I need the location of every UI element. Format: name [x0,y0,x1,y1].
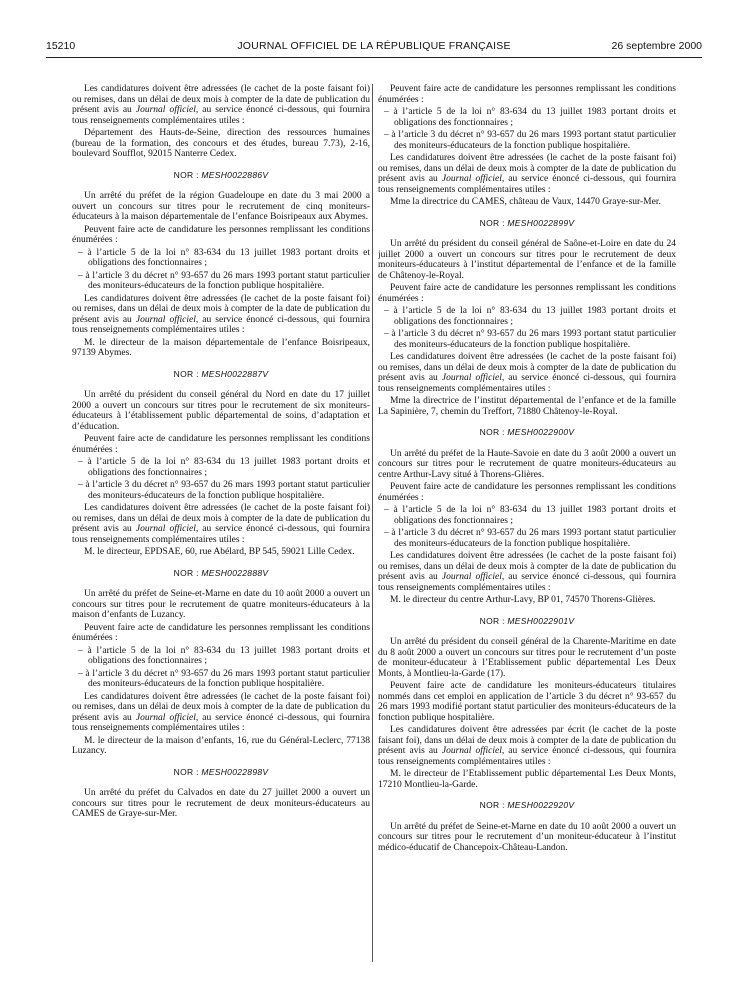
nor-reference: NOR : MESH0022887V [173,368,269,379]
arrete-paragraph: Un arrêté du président du conseil général du Nord en date du 17 juillet 2000 a ouvert un concours sur titres pour le recrutement de six moniteurs-éducateurs à l’établissement public départemental de soins, d’adaptation et d’éducation. [72,390,370,432]
nor-reference: NOR : MESH0022888V [173,567,269,578]
intro-service: Département des Hauts-de-Seine, direction des ressources humaines (bureau de la formation, des concours et des études, bureau 7.73), 2-16, boulevard Soufflot, 92015 Nanterre Cedex. [72,128,370,159]
service-address: M. le directeur, EPDSAE, 60, rue Abélard, BP 545, 59021 Lille Cedex. [84,547,355,557]
page-header [46,38,702,56]
condition-item: – à l’article 3 du décret n° 93-657 du 26 mars 1993 portant statut particulier des moniteurs-éducateurs de la fonction publique hospitalière. [384,329,676,350]
service-address: Mme la directrice du CAMES, château de Vaux, 14470 Graye-sur-Mer. [390,197,661,207]
candidature-paragraph: Peuvent faire acte de candidature les personnes remplissant les conditions énumérées : [72,622,370,643]
condition-item: – à l’article 5 de la loi n° 83-634 du 13 juillet 1983 portant droits et obligations des fonctionnaires ; [78,645,370,666]
arrete-paragraph: Un arrêté du préfet de la Haute-Savoie en date du 3 août 2000 a ouvert un concours sur titres pour le recrutement de quatre moniteurs-éducateurs au centre Arthur-Lavy situé à Thorens-Glières. [378,448,676,480]
address-paragraph: Les candidatures doivent être adressées (le cachet de la poste faisant foi) ou remises, dans un délai de deux mois à compter de la date de publication du présent avis au Journal officiel, au service énoncé ci-dessous, qui fournira tous renseignements complémentaires utiles : [378,551,676,593]
nor-reference: NOR : MESH0022898V [173,766,269,777]
address-paragraph: Les candidatures doivent être adressées (le cachet de la poste faisant foi) ou remises, dans un délai de deux mois à compter de la date de publication du présent avis au Journal officiel, au service énoncé ci-dessous, qui fournira tous renseignements complémentaires utiles : [72,691,370,733]
condition-item: – à l’article 5 de la loi n° 83-634 du 13 juillet 1983 portant droits et obligations des fonctionnaires ; [384,505,676,526]
nor-reference: NOR : MESH0022886V [173,169,269,180]
condition-item: – à l’article 3 du décret n° 93-657 du 26 mars 1993 portant statut particulier des moniteurs-éducateurs de la fonction publique hospitalière. [384,528,676,549]
nor-reference: NOR : MESH0022920V [479,800,575,810]
nor-reference: NOR : MESH0022901V [479,615,575,626]
address-paragraph: Les candidatures doivent être adressées (le cachet de la poste faisant foi) ou remises, dans un délai de deux mois à compter de la date de publication du présent avis au Journal officiel, au service énoncé ci-dessous, qui fournira tous renseignements complémentaires utiles : [378,153,676,195]
service-address: M. le directeur de la maison d’enfants, 16, rue du Général-Leclerc, 77138 Luzancy. [72,735,370,756]
nor-reference: NOR : MESH0022900V [479,427,575,437]
nor-reference: NOR : MESH0022899V [479,217,575,228]
header-rule [46,57,702,58]
address-paragraph: Les candidatures doivent être adressées (le cachet de la poste faisant foi) ou remises, dans un délai de deux mois à compter de la date de publication du présent avis au Journal officiel, au service énoncé ci-dessous, qui fournira tous renseignements complémentaires utiles : [72,503,370,545]
arrete-paragraph: Un arrêté du préfet de Seine-et-Marne en date du 10 août 2000 a ouvert un concours sur titres pour le recrutement d’un moniteur-éducateur à l’institut médico-éducatif de Chancepoix-Château-Landon. [378,821,676,853]
column-divider [372,84,373,962]
left-column [72,84,370,984]
condition-item: – à l’article 5 de la loi n° 83-634 du 13 juillet 1983 portant droits et obligations des fonctionnaires ; [384,306,676,327]
address-paragraph: Les candidatures doivent être adressées (le cachet de la poste faisant foi) ou remises, dans un délai de deux mois à compter de la date de publication du présent avis au Journal officiel, au service énoncé ci-dessous, qui fournira tous renseignements complémentaires utiles : [72,293,370,335]
condition-item: – à l’article 3 du décret n° 93-657 du 26 mars 1993 portant statut particulier des moniteurs-éducateurs de la fonction publique hospitalière. [78,668,370,689]
service-address: M. le directeur du centre Arthur-Lavy, BP 01, 74570 Thorens-Glières. [390,595,656,605]
candidature-paragraph: Peuvent faire acte de candidature les personnes remplissant les conditions énumérées : [378,84,676,105]
right-column [378,84,676,984]
arrete-paragraph: Un arrêté du président du conseil général de Saône-et-Loire en date du 24 juillet 2000 a ouvert un concours sur titres pour le recrutement de deux moniteurs-éducateurs à l’institut départemental de l’enfance et de la famille de Châtenoy-le-Royal. [378,239,676,281]
candidature-paragraph: Peuvent faire acte de candidature les personnes remplissant les conditions énumérées : [72,224,370,245]
arrete-paragraph: Un arrêté du préfet de Seine-et-Marne en date du 10 août 2000 a ouvert un concours sur titres pour le recrutement de quatre moniteurs-éducateurs à la maison d’enfants de Luzancy. [72,589,370,620]
arrete-paragraph: Un arrêté du préfet de la région Guadeloupe en date du 3 mai 2000 a ouvert un concours sur titres pour le recrutement de cinq moniteurs-éducateurs à la maison départementale de l’enfance Boisripeaux aux Abymes. [72,191,370,222]
service-address: M. le directeur de la maison départementale de l’enfance Boisripeaux, 97139 Abymes. [72,337,370,358]
candidature-paragraph: Peuvent faire acte de candidature les personnes remplissant les conditions énumérées : [378,482,676,503]
intro-address-paragraph: Les candidatures doivent être adressées (le cachet de la poste faisant foi) ou remises, dans un délai de deux mois à compter de la date de publication du présent avis au Journal officiel, au service énoncé ci-dessous, qui fournira tous renseignements complémentaires utiles : [72,84,370,126]
page-number: 15210 [46,40,76,52]
condition-item: – à l’article 5 de la loi n° 83-634 du 13 juillet 1983 portant droits et obligations des fonctionnaires ; [78,247,370,268]
service-address: Mme la directrice de l’institut départemental de l’enfance et de la famille La Sapinière, 7, chemin du Treffort, 71880 Châtenoy-le-Royal. [378,396,676,417]
condition-item: – à l’article 5 de la loi n° 83-634 du 13 juillet 1983 portant droits et obligations des fonctionnaires ; [384,107,676,128]
candidature-paragraph: Peuvent faire acte de candidature les moniteurs-éducateurs titulaires nommés dans cet emploi en application de l’article 3 du décret n° 93-657 du 26 mars 1993 modifié portant statut particulier des moniteurs-éducateurs de la fonction publique hospitalière. [378,681,676,723]
arrete-paragraph: Un arrêté du président du conseil général de la Charente-Maritime en date du 8 août 2000 a ouvert un concours sur titres pour le recrutement d’un poste de moniteur-éducateur à l’Etablissement public départemental Les Deux Monts, à Montlieu-la-Garde (17). [378,637,676,679]
condition-item: – à l’article 5 de la loi n° 83-634 du 13 juillet 1983 portant droits et obligations des fonctionnaires ; [78,457,370,478]
condition-item: – à l’article 3 du décret n° 93-657 du 26 mars 1993 portant statut particulier des moniteurs-éducateurs de la fonction publique hospitalière. [78,480,370,501]
address-paragraph: Les candidatures doivent être adressées (le cachet de la poste faisant foi) ou remises, dans un délai de deux mois à compter de la date de publication du présent avis au Journal officiel, au service énoncé ci-dessous, qui fournira tous renseignements complémentaires utiles : [378,352,676,394]
condition-item: – à l’article 3 du décret n° 93-657 du 26 mars 1993 portant statut particulier des moniteurs-éducateurs de la fonction publique hospitalière. [384,130,676,151]
arrete-paragraph: Un arrêté du préfet du Calvados en date du 27 juillet 2000 a ouvert un concours sur titres pour le recrutement de deux moniteurs-éducateurs au CAMES de Graye-sur-Mer. [72,788,370,819]
candidature-paragraph: Peuvent faire acte de candidature les personnes remplissant les conditions énumérées : [378,283,676,304]
condition-item: – à l’article 3 du décret n° 93-657 du 26 mars 1993 portant statut particulier des moniteurs-éducateurs de la fonction publique hospitalière. [78,270,370,291]
candidature-paragraph: Peuvent faire acte de candidature les personnes remplissant les conditions énumérées : [72,434,370,455]
journal-title: JOURNAL OFFICIEL DE LA RÉPUBLIQUE FRANÇAISE [237,40,511,52]
issue-date: 26 septembre 2000 [611,40,702,52]
address-paragraph: Les candidatures doivent être adressées par écrit (le cachet de la poste faisant foi), dans un délai de deux mois à compter de la date de publication du présent avis au Journal officiel, au service énoncé ci-dessous, qui fournira tous renseignements complémentaires utiles : [378,725,676,767]
service-address: M. le directeur de l’Etablissement public départemental Les Deux Monts, 17210 Montlieu-la-Garde. [378,769,676,790]
